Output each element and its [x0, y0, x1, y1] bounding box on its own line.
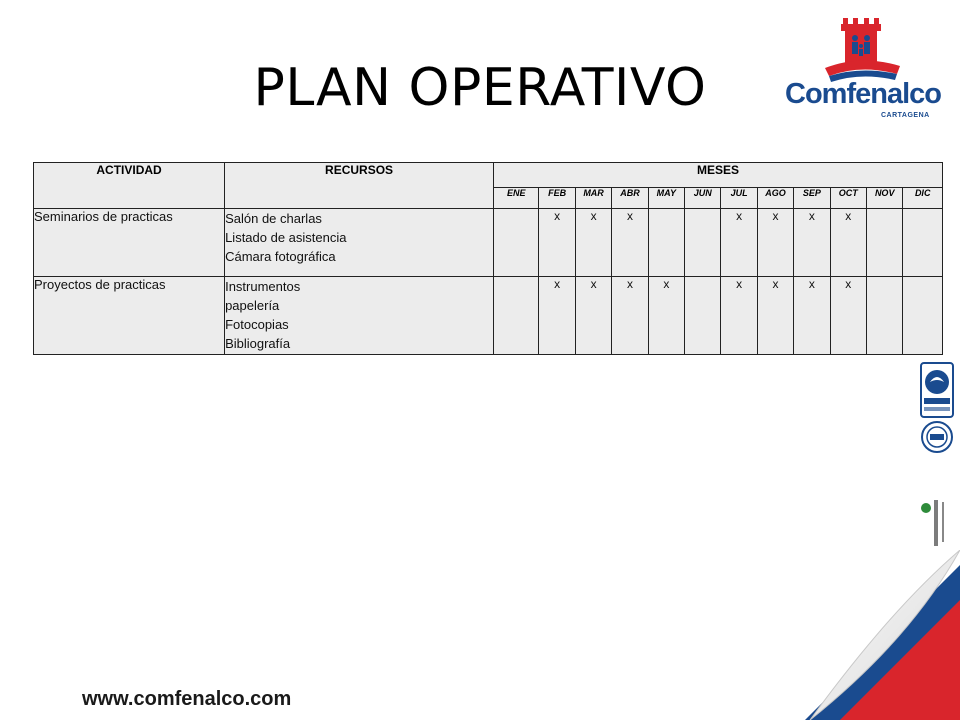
page-curl-decoration [790, 550, 960, 720]
resource-item: Instrumentos [225, 279, 301, 294]
slide-title: PLAN OPERATIVO [253, 58, 707, 118]
header-activity: ACTIVIDAD [34, 163, 225, 209]
iqnet-certification-seal [920, 420, 954, 459]
header-months: MESES [494, 163, 943, 188]
footer-website: www.comfenalco.com [82, 688, 292, 710]
month-mark-cell: x [539, 209, 575, 277]
comfenalco-logo [785, 18, 945, 123]
month-header: JUL [721, 188, 757, 209]
supervision-seal-icon [918, 500, 958, 550]
month-header: AGO [757, 188, 793, 209]
month-header: NOV [867, 188, 903, 209]
month-mark-cell: x [830, 209, 866, 277]
vigilado-seal [918, 500, 958, 550]
resource-item: Bibliografía [225, 336, 291, 351]
month-mark-cell: x [575, 277, 611, 355]
resources-cell [225, 209, 494, 277]
month-header: MAY [648, 188, 684, 209]
month-mark-cell [685, 209, 721, 277]
month-header: FEB [539, 188, 575, 209]
resource-item: Cámara fotográfica [225, 249, 336, 264]
month-mark-cell: x [648, 277, 684, 355]
resource-item: papelería [225, 298, 280, 313]
activity-cell: Seminarios de practicas [34, 209, 225, 277]
logo-wordmark: Comfenalco [785, 78, 941, 110]
table-row [34, 209, 943, 277]
resource-item: Salón de charlas [225, 211, 322, 226]
month-mark-cell [903, 209, 943, 277]
month-header: SEP [794, 188, 830, 209]
month-mark-cell: x [830, 277, 866, 355]
month-mark-cell: x [721, 209, 757, 277]
month-mark-cell: x [721, 277, 757, 355]
month-mark-cell: x [757, 277, 793, 355]
month-mark-cell: x [539, 277, 575, 355]
table-row [34, 277, 943, 355]
month-mark-cell [685, 277, 721, 355]
month-mark-cell [867, 209, 903, 277]
month-mark-cell: x [575, 209, 611, 277]
resource-item: Listado de asistencia [225, 230, 347, 245]
iqnet-icon [920, 420, 954, 454]
month-mark-cell [867, 277, 903, 355]
header-resources: RECURSOS [225, 163, 494, 209]
month-header: JUN [685, 188, 721, 209]
month-mark-cell: x [794, 209, 830, 277]
month-header: ABR [612, 188, 648, 209]
iso-9001-icon [920, 362, 954, 418]
logo-subtitle: CARTAGENA [881, 112, 930, 119]
month-mark-cell [494, 277, 539, 355]
operative-plan-table [33, 162, 943, 355]
activity-cell: Proyectos de practicas [34, 277, 225, 355]
month-mark-cell [494, 209, 539, 277]
month-header: ENE [494, 188, 539, 209]
month-header: DIC [903, 188, 943, 209]
resource-item: Fotocopias [225, 317, 289, 332]
month-header: MAR [575, 188, 611, 209]
month-header: OCT [830, 188, 866, 209]
month-mark-cell: x [794, 277, 830, 355]
resources-cell [225, 277, 494, 355]
month-mark-cell: x [612, 277, 648, 355]
month-mark-cell [648, 209, 684, 277]
iso-certification-seal [920, 362, 954, 423]
month-mark-cell: x [612, 209, 648, 277]
month-mark-cell: x [757, 209, 793, 277]
month-mark-cell [903, 277, 943, 355]
